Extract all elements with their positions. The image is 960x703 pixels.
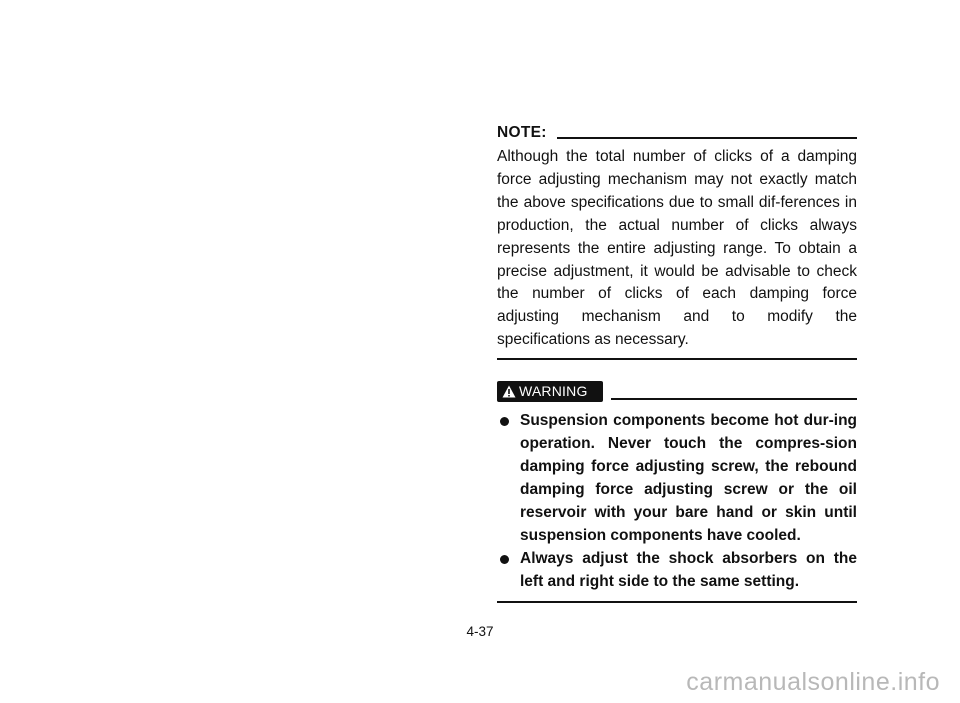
warning-item-text: Always adjust the shock absorbers on the left and right side to the same setting.: [520, 549, 857, 590]
note-label: NOTE:: [497, 124, 547, 141]
bullet-icon: [500, 417, 509, 426]
warning-header: [497, 378, 857, 402]
note-bottom-rule: [497, 358, 857, 360]
watermark: carmanualsonline.info: [686, 668, 940, 696]
warning-triangle-icon: [502, 385, 516, 398]
warning-badge: [497, 381, 603, 402]
bullet-icon: [500, 555, 509, 564]
content-column: [497, 120, 857, 603]
warning-header-rule: [611, 398, 857, 400]
warning-item-text: Suspension components become hot dur-ing operation. Never touch the compres-sion damping force adjusting screw, the rebound damping force adjusting screw or the oil reservoir with your bare hand or skin until suspension components have cooled.: [520, 412, 857, 544]
page-number: [0, 624, 960, 639]
note-header-rule: [557, 137, 857, 139]
list-item: [497, 410, 857, 547]
warning-list: [497, 410, 857, 593]
page-number-text: 4-37: [466, 624, 494, 639]
note-text: Although the total number of clicks of a damping force adjusting mechanism may not exactly match the above specifications due to small dif-ferences in production, the actual number of clicks always represents the entire adjusting range. To obtain a precise adjustment, it would be advisable to check the number of clicks of each damping force adjusting mechanism and to modify the specifications as necessary.: [497, 148, 857, 349]
warning-bottom-rule: [497, 601, 857, 603]
list-item: [497, 548, 857, 594]
warning-label: WARNING: [519, 383, 588, 400]
note-header: [497, 120, 857, 142]
